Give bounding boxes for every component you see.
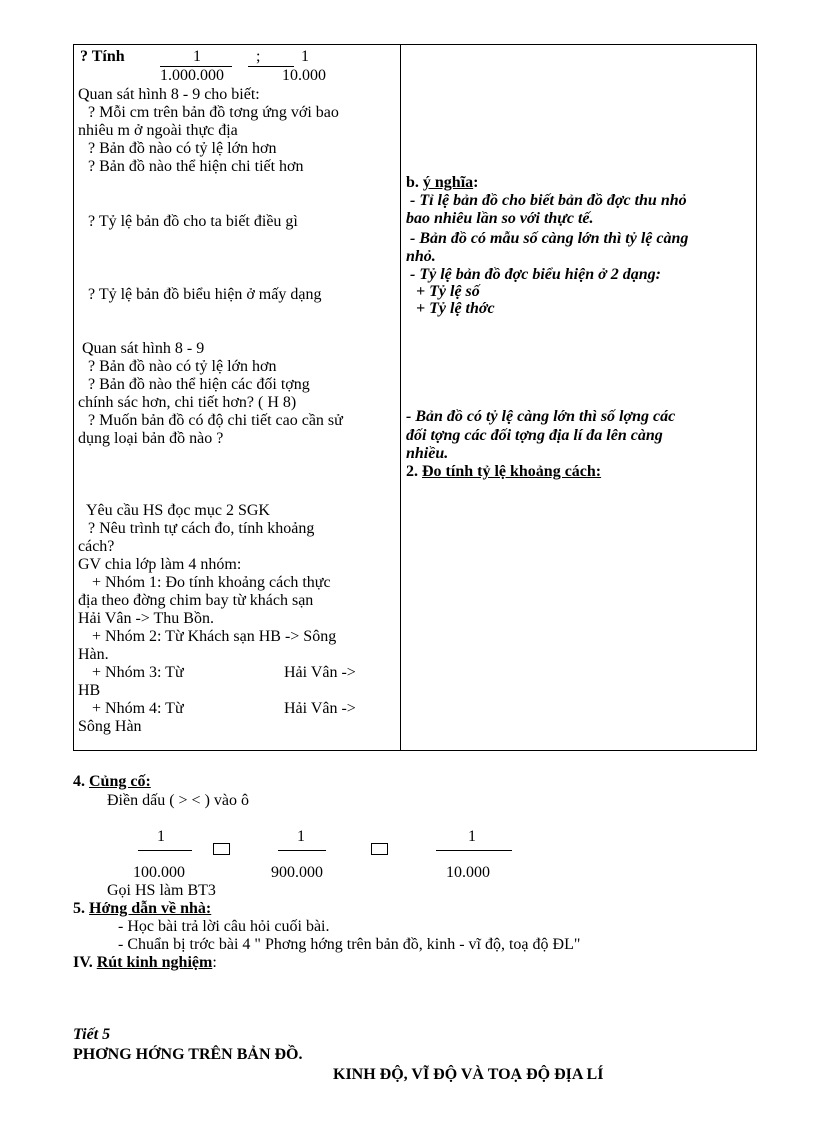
- group-3-right: Hải Vân ->: [284, 664, 356, 681]
- section-iv-title: Rút kinh nghiệm: [96, 954, 213, 971]
- tinh-label: ? Tính: [80, 48, 125, 65]
- section-iv-suffix: :: [212, 954, 217, 971]
- meaning-3: - Tỷ lệ bản đồ đợc biểu hiện ở 2 dạng:: [410, 266, 661, 283]
- group-2-cont: Hàn.: [78, 646, 109, 663]
- group-1-cont2: Hải Vân -> Thu Bồn.: [78, 610, 214, 627]
- question-5a-cont: cách?: [78, 538, 115, 555]
- meaning-2-cont: nhỏ.: [406, 248, 436, 265]
- section-4-prefix: 4.: [73, 773, 85, 790]
- section-5-title: Hớng dẫn về nhà:: [89, 900, 212, 917]
- section-iv-prefix: IV.: [73, 954, 93, 971]
- meaning-4: - Bản đồ có tỷ lệ càng lớn thì số lợng các: [406, 408, 676, 425]
- section-4-heading: [73, 773, 151, 791]
- section-5-heading: [73, 900, 211, 918]
- meaning-4-cont: đối tợng các đối tợng địa lí đa lên càng: [406, 427, 663, 444]
- group-3: + Nhóm 3: Từ: [92, 664, 184, 681]
- meaning-1: - Tỉ lệ bản đồ cho biết bản đồ đợc thu nhỏ: [410, 192, 687, 209]
- question-4c: ? Muốn bản đồ có độ chi tiết cao cần sử: [88, 412, 343, 429]
- section-iv-heading: [73, 954, 217, 972]
- meaning-1-cont: bao nhiêu lần so với thực tế.: [406, 210, 594, 227]
- exercise-call: Gọi HS làm BT3: [107, 882, 216, 899]
- fraction-3-denominator: 10.000: [446, 864, 490, 881]
- fraction-bar: [436, 850, 512, 851]
- fraction-1-numerator: 1: [157, 828, 165, 845]
- group-4: + Nhóm 4: Từ: [92, 700, 184, 717]
- section-b-title: ý nghĩa: [422, 174, 474, 191]
- fraction-1-denominator: 100.000: [133, 864, 185, 881]
- homework-1: - Học bài trả lời câu hỏi cuối bài.: [118, 918, 330, 935]
- question-3: ? Tỷ lệ bản đồ biểu hiện ở mấy dạng: [88, 286, 322, 303]
- fraction-2-denominator: 900.000: [271, 864, 323, 881]
- section-2-heading: [406, 463, 601, 481]
- lesson-number: Tiết 5: [73, 1026, 111, 1043]
- group-2: + Nhóm 2: Từ Khách sạn HB -> Sông: [92, 628, 337, 645]
- tinh-numerator-2: 1: [301, 48, 309, 65]
- question-4c-cont: dụng loại bản đồ nào ?: [78, 430, 224, 447]
- fraction-bar: [278, 850, 326, 851]
- question-observe: Quan sát hình 8 - 9 cho biết:: [78, 86, 260, 103]
- group-4-cont: Sông Hàn: [78, 718, 142, 735]
- compare-box-2[interactable]: [371, 843, 388, 855]
- meaning-3a: + Tỷ lệ số: [416, 283, 480, 300]
- section-b-suffix: :: [473, 174, 479, 191]
- fill-instruction: Điền dấu ( > < ) vào ô: [107, 792, 250, 809]
- question-1c: ? Bản đồ nào thể hiện chi tiết hơn: [88, 158, 304, 175]
- meaning-3b: + Tỷ lệ thớc: [416, 300, 495, 317]
- compare-box-1[interactable]: [213, 843, 230, 855]
- question-5: Yêu cầu HS đọc mục 2 SGK: [86, 502, 270, 519]
- group-3-cont: HB: [78, 682, 101, 699]
- section-2-prefix: 2.: [406, 463, 418, 480]
- meaning-2: - Bản đồ có mẫu số càng lớn thì tỷ lệ càng: [410, 230, 689, 247]
- question-4b: ? Bản đồ nào thể hiện các đối tợng: [88, 376, 310, 393]
- group-1: + Nhóm 1: Đo tính khoảng cách thực: [92, 574, 331, 591]
- question-5a: ? Nêu trình tự cách đo, tính khoảng: [88, 520, 315, 537]
- column-divider: [400, 45, 401, 750]
- section-4-title: Củng cố:: [89, 773, 151, 790]
- tinh-denominator-1: 1.000.000: [160, 67, 224, 84]
- question-1a-cont: nhiêu m ở ngoài thực địa: [78, 122, 238, 139]
- question-4b-cont: chính sác hơn, chi tiết hơn? ( H 8): [78, 394, 297, 411]
- tinh-separator: ;: [256, 48, 261, 65]
- lesson-title-line-1: PHƠNG HỚNG TRÊN BẢN ĐỒ.: [73, 1046, 303, 1063]
- group-1-cont: địa theo đờng chim bay từ khách sạn: [78, 592, 314, 609]
- question-4a: ? Bản đồ nào có tỷ lệ lớn hơn: [88, 358, 277, 375]
- section-5-prefix: 5.: [73, 900, 85, 917]
- fraction-3-numerator: 1: [468, 828, 476, 845]
- question-1b: ? Bản đồ nào có tỷ lệ lớn hơn: [88, 140, 277, 157]
- section-2-title: Đo tính tỷ lệ khoảng cách:: [422, 463, 602, 480]
- question-4: Quan sát hình 8 - 9: [82, 340, 205, 357]
- section-b-prefix: b.: [406, 174, 419, 191]
- meaning-4-cont2: nhiều.: [406, 445, 449, 462]
- section-b-heading: [406, 174, 478, 192]
- tinh-numerator-1: 1: [193, 48, 201, 65]
- fraction-2-numerator: 1: [297, 828, 305, 845]
- question-2: ? Tỷ lệ bản đồ cho ta biết điều gì: [88, 213, 298, 230]
- fraction-bar: [138, 850, 192, 851]
- group-4-right: Hải Vân ->: [284, 700, 356, 717]
- tinh-denominator-2: 10.000: [282, 67, 326, 84]
- question-1a: ? Mỗi cm trên bản đồ tơng ứng với bao: [88, 104, 339, 121]
- group-intro: GV chia lớp làm 4 nhóm:: [78, 556, 242, 573]
- homework-2: - Chuẩn bị trớc bài 4 " Phơng hớng trên bản đồ, kinh - vĩ độ, toạ độ ĐL": [118, 936, 581, 953]
- lesson-title-line-2: KINH ĐỘ, VĨ ĐỘ VÀ TOẠ ĐỘ ĐỊA LÍ: [333, 1066, 604, 1083]
